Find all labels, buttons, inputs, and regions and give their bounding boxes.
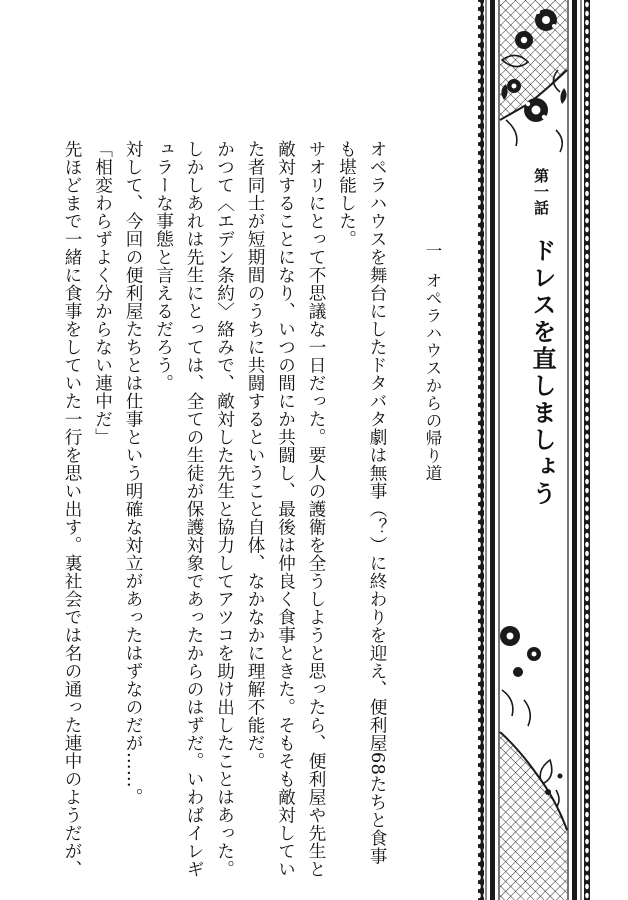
paragraph: オペラハウスを舞台にしたドタバタ劇は無事（？）に終わりを迎え、便利屋68たちと食事も堪能した。: [336, 140, 387, 866]
section-number: 一: [423, 242, 442, 260]
dialogue-line: 「相変わらずよく分からない連中だ」: [92, 140, 113, 446]
section-title: オペラハウスからの帰り道: [423, 271, 442, 482]
chapter-label: 第一話: [532, 168, 550, 216]
paragraph: 先ほどまで一緒に食事をしていた一行を思い出す。裏社会では名の通った連中のようだが、: [62, 140, 82, 878]
paragraph: 対して、今回の便利屋たちとは仕事という明確な対立があったはずなのだが……。: [123, 140, 143, 806]
body-text: [12, 140, 392, 880]
paragraph: サオリにとって不思議な一日だった。要人の護衛を全うしようと思ったら、便利屋や先生と敵対することになり、いつの間にか共闘し、最後は仲良く食事ときた。そもそも敵対していた者同士が短期間のうちに共闘するということ自体、なかなかに理解不能だ。: [245, 140, 326, 878]
chapter-title: ドレスを直しましょう: [528, 238, 557, 508]
paragraph: かつて〈エデン条約〉絡みで、敵対した先生と協力してアツコを助け出したことはあった。しかしあれは先生にとっては、全ての生徒が保護対象であったからのはずだ。いわばイレギュラーな事態と言えるだろう。: [153, 140, 235, 878]
section-heading: [418, 242, 444, 482]
